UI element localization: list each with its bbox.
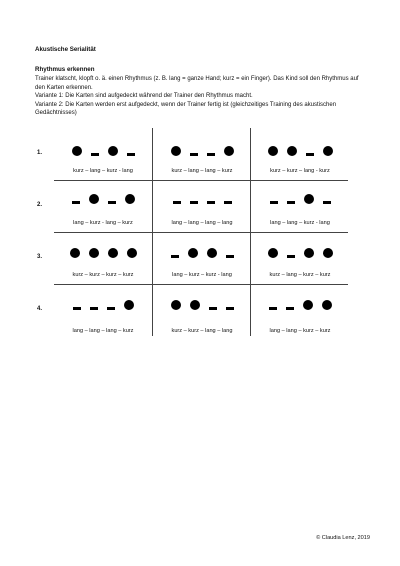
lang-dash-icon	[323, 201, 331, 204]
row-number: 1.	[37, 150, 43, 156]
row-number: 4.	[37, 306, 43, 312]
lang-dash-icon	[287, 255, 295, 258]
lang-dash-icon	[72, 201, 80, 204]
lang-dash-icon	[108, 201, 116, 204]
lang-dash-icon	[171, 255, 179, 258]
kurz-dot-icon	[323, 248, 333, 258]
rhythm-label: kurz – lang – kurz - lang	[73, 168, 133, 174]
rhythm-card	[54, 128, 152, 180]
rhythm-row	[37, 284, 348, 336]
rhythm-row	[37, 180, 348, 232]
rhythm-card	[152, 284, 251, 336]
rhythm-card	[152, 128, 251, 180]
row-divider	[54, 284, 348, 285]
row-divider	[54, 180, 348, 181]
kurz-dot-icon	[207, 248, 217, 258]
rhythm-card	[250, 180, 349, 232]
rhythm-symbols	[54, 246, 152, 260]
rhythm-card	[250, 284, 349, 336]
rhythm-card	[250, 232, 349, 284]
row-divider	[54, 232, 348, 233]
kurz-dot-icon	[70, 248, 80, 258]
rhythm-symbols	[54, 192, 152, 206]
rhythm-label: lang – kurz – kurz - lang	[172, 272, 232, 278]
kurz-dot-icon	[108, 248, 118, 258]
rhythm-row	[37, 128, 348, 180]
rhythm-card	[250, 128, 349, 180]
rhythm-symbols	[153, 144, 251, 158]
rhythm-label: lang – kurz - lang – kurz	[73, 220, 133, 226]
lang-dash-icon	[269, 307, 277, 310]
rhythm-symbols	[54, 298, 152, 312]
lang-dash-icon	[90, 307, 98, 310]
lang-dash-icon	[173, 201, 181, 204]
rhythm-label: lang – lang – kurz – kurz	[269, 328, 331, 334]
kurz-dot-icon	[188, 248, 198, 258]
rhythm-label: kurz – lang – kurz – kurz	[269, 272, 331, 278]
rhythm-label: kurz – kurz – kurz – kurz	[72, 272, 134, 278]
kurz-dot-icon	[268, 248, 278, 258]
rhythm-label: lang – lang – lang – kurz	[72, 328, 134, 334]
intro-variant-2: Variante 2: Die Karten werden erst aufgedeckt, wenn der Trainer fertig ist (gleichzeitiges Training des akustischen Gedächtnisses)	[35, 101, 337, 117]
kurz-dot-icon	[190, 300, 200, 310]
lang-dash-icon	[207, 201, 215, 204]
rhythm-symbols	[153, 298, 251, 312]
kurz-dot-icon	[303, 300, 313, 310]
lang-dash-icon	[190, 153, 198, 156]
lang-dash-icon	[226, 255, 234, 258]
rhythm-label: kurz – kurz – lang - kurz	[270, 168, 330, 174]
copyright-note: © Claudia Lenz, 2019	[316, 535, 370, 541]
kurz-dot-icon	[127, 248, 137, 258]
lang-dash-icon	[190, 201, 198, 204]
lang-dash-icon	[127, 153, 135, 156]
rhythm-label: kurz – lang – lang – kurz	[171, 168, 233, 174]
rhythm-symbols	[251, 246, 349, 260]
kurz-dot-icon	[124, 300, 134, 310]
kurz-dot-icon	[304, 194, 314, 204]
intro-paragraph: Trainer klatscht, klopft o. ä. einen Rhythmus (z. B. lang = ganze Hand; kurz = ein Finger). Das Kind soll den Rhythmus auf den Karten erkennen.	[35, 76, 359, 91]
kurz-dot-icon	[287, 146, 297, 156]
kurz-dot-icon	[323, 146, 333, 156]
kurz-dot-icon	[89, 194, 99, 204]
rhythm-card	[152, 232, 251, 284]
rhythm-symbols	[54, 144, 152, 158]
lang-dash-icon	[91, 153, 99, 156]
lang-dash-icon	[224, 201, 232, 204]
section-subtitle: Rhythmus erkennen	[35, 66, 95, 73]
lang-dash-icon	[286, 307, 294, 310]
page-title: Akustische Serialität	[35, 46, 96, 53]
rhythm-symbols	[153, 192, 251, 206]
rhythm-symbols	[251, 192, 349, 206]
lang-dash-icon	[270, 201, 278, 204]
rhythm-symbols	[251, 144, 349, 158]
row-number: 3.	[37, 254, 43, 260]
intro-text	[35, 75, 370, 118]
lang-dash-icon	[209, 307, 217, 310]
lang-dash-icon	[287, 201, 295, 204]
rhythm-card	[54, 180, 152, 232]
kurz-dot-icon	[171, 146, 181, 156]
kurz-dot-icon	[304, 248, 314, 258]
kurz-dot-icon	[224, 146, 234, 156]
lang-dash-icon	[107, 307, 115, 310]
row-number: 2.	[37, 202, 43, 208]
kurz-dot-icon	[268, 146, 278, 156]
rhythm-symbols	[251, 298, 349, 312]
lang-dash-icon	[226, 307, 234, 310]
kurz-dot-icon	[108, 146, 118, 156]
rhythm-label: lang – lang – kurz - lang	[270, 220, 330, 226]
rhythm-label: lang – lang – lang – lang	[171, 220, 233, 226]
rhythm-card	[54, 284, 152, 336]
lang-dash-icon	[306, 153, 314, 156]
rhythm-card	[152, 180, 251, 232]
rhythm-row	[37, 232, 348, 284]
lang-dash-icon	[207, 153, 215, 156]
kurz-dot-icon	[89, 248, 99, 258]
kurz-dot-icon	[72, 146, 82, 156]
kurz-dot-icon	[322, 300, 332, 310]
kurz-dot-icon	[171, 300, 181, 310]
kurz-dot-icon	[125, 194, 135, 204]
rhythm-symbols	[153, 246, 251, 260]
lang-dash-icon	[73, 307, 81, 310]
rhythm-label: kurz – kurz – lang – lang	[171, 328, 233, 334]
intro-variant-1: Variante 1: Die Karten sind aufgedeckt während der Trainer den Rhythmus macht.	[35, 93, 253, 100]
rhythm-card	[54, 232, 152, 284]
